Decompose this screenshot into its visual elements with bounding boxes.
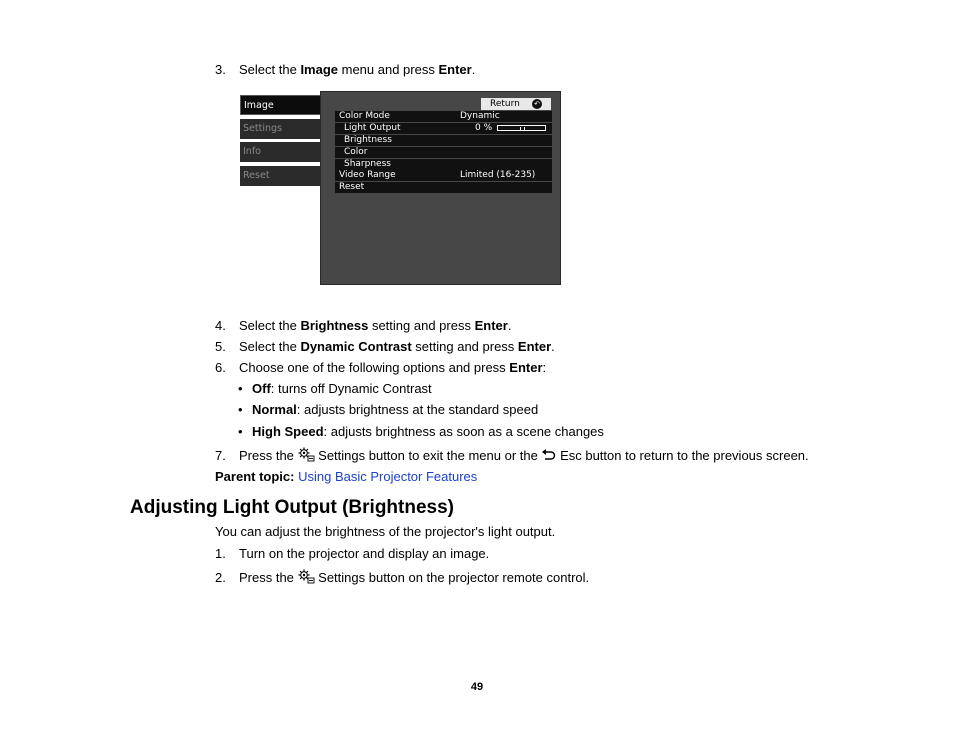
- osd-menu-settings: Settings: [240, 119, 327, 139]
- osd-return-button: Return ↶: [481, 98, 551, 110]
- step-2: 2. Press the Settings button on the projector remote control.: [215, 570, 590, 585]
- bullet-high-speed: • High Speed: adjusts brightness as soon as a scene changes: [238, 424, 604, 439]
- settings-gear-icon: [298, 447, 315, 462]
- step-1: 1. Turn on the projector and display an image.: [215, 546, 490, 561]
- osd-row-video-range: Video Range Limited (16-235): [335, 170, 552, 182]
- settings-gear-icon: [298, 569, 315, 584]
- page-number: 49: [470, 681, 484, 693]
- bullet-normal: • Normal: adjusts brightness at the standard speed: [238, 402, 539, 417]
- step-3: 3. Select the Image menu and press Enter.: [215, 62, 476, 77]
- osd-row-color: Color: [335, 147, 552, 159]
- osd-row-reset: Reset: [335, 182, 552, 194]
- section-title: Adjusting Light Output (Brightness): [130, 497, 455, 518]
- step-4: 4. Select the Brightness setting and press Enter.: [215, 318, 512, 333]
- parent-topic: Parent topic: Using Basic Projector Features: [215, 469, 478, 484]
- esc-return-arrow-icon: [541, 449, 556, 462]
- return-arrow-icon: ↶: [532, 99, 542, 109]
- step-6: 6. Choose one of the following options and press Enter:: [215, 360, 547, 375]
- light-output-slider: [497, 125, 546, 131]
- osd-menu-image: Image: [240, 95, 327, 115]
- osd-row-color-mode: Color Mode Dynamic: [335, 111, 552, 123]
- step-7: 7. Press the Settings button to exit the menu or the Esc button to return to the previous screen.: [215, 448, 809, 463]
- osd-menu-reset: Reset: [240, 166, 327, 186]
- section-intro: You can adjust the brightness of the projector's light output.: [215, 524, 556, 539]
- osd-row-light-output: Light Output 0 %: [335, 123, 552, 135]
- osd-menu-info: Info: [240, 142, 327, 162]
- parent-topic-link[interactable]: Using Basic Projector Features: [298, 469, 478, 484]
- bullet-off: • Off: turns off Dynamic Contrast: [238, 381, 432, 396]
- osd-row-brightness: Brightness: [335, 135, 552, 147]
- step-5: 5. Select the Dynamic Contrast setting and press Enter.: [215, 339, 555, 354]
- osd-row-sharpness: Sharpness: [335, 159, 552, 171]
